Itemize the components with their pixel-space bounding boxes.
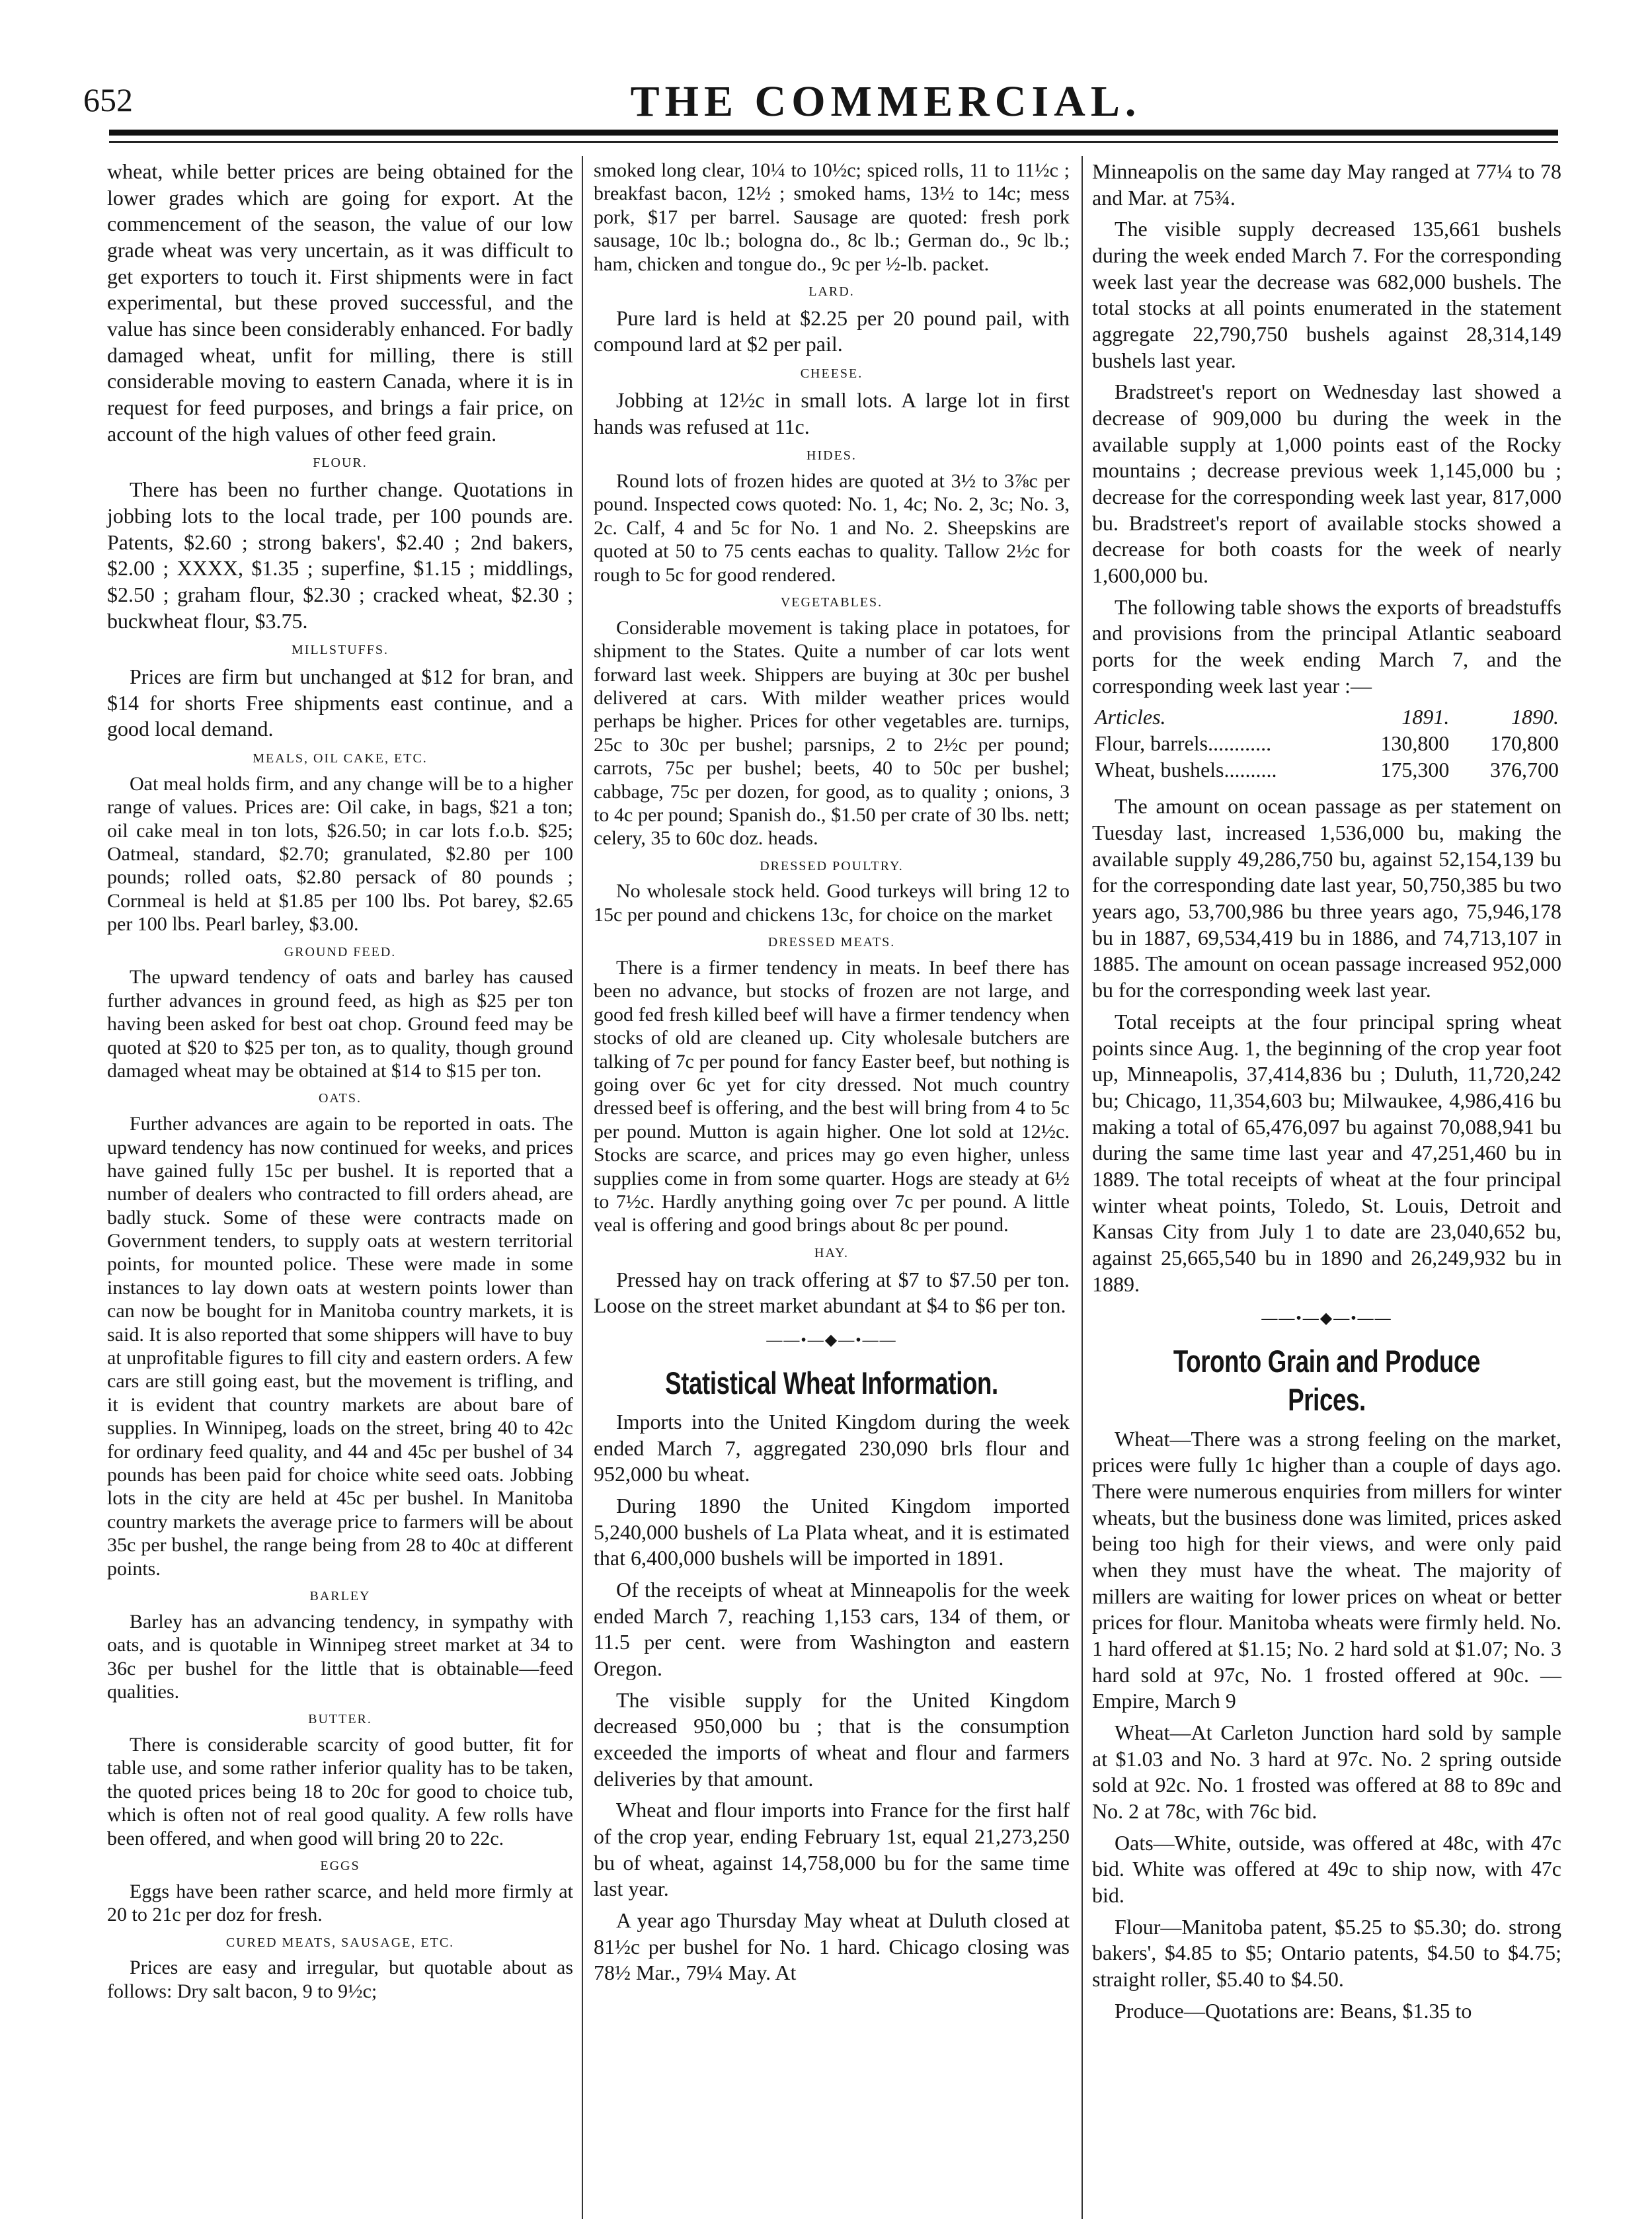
exports-table (1092, 704, 1561, 783)
section-ornament: ——•—◆—•—— (1261, 1310, 1392, 1328)
flour-heading: FLOUR. (313, 456, 368, 471)
swi-paragraph-2: During 1890 the United Kingdom imported 5,240,000 bushels of La Plata wheat, and it is estimated that 6,400,000 bushels will be imported in 1891. (594, 1493, 1070, 1570)
cured-meats-continued: smoked long clear, 10¼ to 10½c; spiced rolls, 11 to 11½c ; breakfast bacon, 12½ ; smoked hams, 13½ to 14c; mess pork, $17 per barrel. Sausage are quoted: fresh pork sausage, 10c lb.; bologna do., 8c lb.; German do., 9c lb.; ham, chicken and tongue do., 9c per ½-lb. packet. (594, 159, 1070, 275)
statistical-wheat-heading: Statistical Wheat Information. (665, 1365, 998, 1400)
bradstreet-paragraph: Bradstreet's report on Wednesday last showed a decrease of 909,000 bu during the week in the available supply at 1,000 points east of the Rocky mountains ; decrease previous week 1,145,000 bu ; decrease for the corresponding week last year, 817,000 bu. Bradstreet's report of available stocks showed a decrease for both coasts for the week of nearly 1,600,000 bu. (1092, 380, 1561, 588)
table-cell: 376,700 (1490, 757, 1559, 782)
masthead-rule-thick (109, 130, 1558, 136)
swi-continued: Minneapolis on the same day May ranged at 77¼ to 78 and Mar. at 75¾. (1092, 159, 1561, 210)
cured-meats-heading: CURED MEATS, SAUSAGE, ETC. (225, 1935, 455, 1950)
toronto-oats-paragraph: Oats—White, outside, was offered at 48c, with 47c bid. White was offered at 49c to ship now, with 47c bid. (1092, 1830, 1561, 1907)
lard-paragraph: Pure lard is held at $2.25 per 20 pound pail, with compound lard at $2 per pail. (594, 305, 1070, 356)
column-1 (107, 159, 573, 2007)
swi-paragraph-1: Imports into the United Kingdom during the week ended March 7, aggregated 230,090 brls flour and 952,000 bu wheat. (594, 1409, 1070, 1486)
table-header-1890: 1890. (1511, 705, 1559, 729)
barley-paragraph: Barley has an advancing tendency, in sympathy with oats, and is quotable in Winnipeg street market at 34 to 36c per bushel for the little that is obtainable—feed qualities. (107, 1610, 573, 1703)
column-divider-2 (1082, 156, 1083, 2219)
table-cell: 170,800 (1490, 731, 1559, 756)
poultry-heading: DRESSED POULTRY. (760, 858, 904, 873)
vegetables-heading: VEGETABLES. (780, 594, 883, 610)
cured-meats-paragraph: Prices are easy and irregular, but quotable about as follows: Dry salt bacon, 9 to 9½c; (107, 1957, 573, 2002)
flour-paragraph: There has been no further change. Quotations in jobbing lots to the local trade, per 100 pounds are. Patents, $2.60 ; strong bakers', $2.40 ; 2nd bakers, $2.00 ; XXXX, $1.35 ; superfine, $1.15 ; middlings, $2.50 ; graham flour, $2.30 ; cracked wheat, $2.30 ; buckwheat flour, $3.75. (107, 477, 573, 633)
swi-paragraph-5: Wheat and flour imports into France for the first half of the crop year, ending February 1st, equal 21,273,250 bu of wheat, against 14,758,000 bu for the same time last year. (594, 1798, 1070, 1901)
toronto-wheat-paragraph: Wheat—There was a strong feeling on the market, prices were fully 1c higher than a couple of days ago. There were numerous enquiries from millers for winter wheats, but the business done was limited, prices asked being too high for their views, and were only paid when they must have the wheat. The majority of millers are waiting for lower prices on wheat or better prices for flour. Manitoba wheats were firmly held. No. 1 hard offered at $1.15; No. 2 hard sold at $1.07; No. 3 hard sold at 97c, No. 1 frosted offered at 90c. —Empire, March 9 (1092, 1426, 1562, 1713)
carleton-wheat-paragraph: Wheat—At Carleton Junction hard sold by sample at $1.03 and No. 3 hard at 97c. No. 2 spring outside sold at 92c. No. 1 frosted was offered at 88 to 89c and No. 2 at 78c, with 76c bid. (1092, 1720, 1561, 1823)
wheat-intro-paragraph: wheat, while better prices are being obtained for the lower grades which are going for export. At the commencement of the season, the value of our low grade wheat was very uncertain, as it was difficult to get exporters to touch it. First shipments were in fact experimental, but these proved successful, and the value has since been considerably enhanced. For badly damaged wheat, unfit for milling, there is still considerable moving to eastern Canada, where it is in request for feed purposes, and brings a fair price, on account of the high values of other feed grain. (107, 159, 573, 446)
table-header-1891: 1891. (1401, 705, 1450, 729)
table-header-articles: Articles. (1095, 705, 1166, 729)
eggs-paragraph: Eggs have been rather scarce, and held more firmly at 20 to 21c per doz for fresh. (107, 1880, 573, 1926)
ground-feed-paragraph: The upward tendency of oats and barley has caused further advances in ground feed, as high as $25 per ton having been asked for best oat chop. Ground feed may be quoted at $20 to $25 per ton, as to quality, though ground damaged wheat may be obtained at $14 to $15 per ton. (107, 966, 573, 1082)
ground-feed-heading: GROUND FEED. (284, 944, 397, 959)
toronto-flour-paragraph: Flour—Manitoba patent, $5.25 to $5.30; do. strong bakers', $4.85 to $5; Ontario patents, $4.50 to $4.75; straight roller, $5.40 to $4.50. (1092, 1914, 1561, 1991)
meals-heading: MEALS, OIL CAKE, ETC. (253, 751, 428, 766)
total-receipts-paragraph: Total receipts at the four principal spring wheat points since Aug. 1, the beginning of the crop year foot up, Minneapolis, 37,414,836 bu ; Duluth, 11,720,242 bu; Chicago, 11,354,603 bu; Milwaukee, 4,986,416 bu making a total of 65,476,097 bu against 70,088,941 bu during the same time last year and 47,251,460 bu in 1889. The total receipts of wheat at the four principal winter wheat points, Toledo, St. Louis, Detroit and Kansas City from July 1 to date are 23,040,652 bu, against 25,665,540 bu in 1890 and 26,249,932 bu in 1889. (1092, 1009, 1561, 1296)
oats-heading: OATS. (318, 1091, 362, 1106)
toronto-produce-paragraph: Produce—Quotations are: Beans, $1.35 to (1115, 1998, 1472, 2023)
table-cell: 130,800 (1380, 731, 1450, 756)
swi-paragraph-3: Of the receipts of wheat at Minneapolis for the week ended March 7, reaching 1,153 cars, 134 of them, or 11.5 per cent. were from Washington and eastern Oregon. (594, 1577, 1070, 1680)
section-ornament: ——•—◆—•—— (766, 1331, 897, 1349)
toronto-prices-heading: Toronto Grain and Produce Prices. (1173, 1343, 1481, 1418)
millstuffs-paragraph: Prices are firm but unchanged at $12 for bran, and $14 for shorts Free shipments east continue, and a good local demand. (107, 665, 573, 741)
dressed-meats-paragraph: There is a firmer tendency in meats. In beef there has been no advance, but stocks of frozen are not large, and good fed fresh killed beef will have a firmer tendency when stocks of old are cleaned up. City wholesale butchers are talking of 7c per pound for fancy Easter beef, but nothing is going over 6c yet for city dressed. Not much country dressed beef is offering, and the best will bring from 4 to 5c per pound. Mutton is again higher. One lot sold at 12½c. Stocks are scarce, and prices may go even higher, unless supplies come in from some quarter. Hogs are steady at 6½ to 7½c. Hardly anything going over 7c per pound. A little veal is offering and good brings about 8c per pound. (594, 957, 1070, 1236)
table-row (1092, 731, 1561, 757)
masthead-rule-thin (109, 141, 1558, 143)
ocean-passage-paragraph: The amount on ocean passage as per statement on Tuesday last, increased 1,536,000 bu, making the available supply 49,286,750 bu, against 52,154,139 bu for the corresponding date last year, 50,750,385 bu two years ago, 53,700,986 bu three years ago, 75,946,178 bu in 1887, 69,534,419 bu in 1886, and 74,713,107 in 1885. The amount on ocean passage increased 952,000 bu for the corresponding week last year. (1092, 794, 1561, 1002)
table-cell: Wheat, bushels.......... (1095, 757, 1277, 782)
column-2 (594, 159, 1070, 1992)
column-3 (1092, 159, 1561, 2029)
barley-heading: BARLEY (309, 1588, 371, 1603)
hides-paragraph: Round lots of frozen hides are quoted at 3½ to 3⅞c per pound. Inspected cows quoted: No. 1, 4c; No. 2, 3c; No. 3, 2c. Calf, 4 and 5c for No. 1 and No. 2. Sheepskins are quoted at 50 to 75 cents eachas to quality. Tallow 2½c for rough to 5c for good rendered. (594, 470, 1070, 586)
table-cell: Flour, barrels............ (1095, 731, 1272, 756)
butter-paragraph: There is considerable scarcity of good butter, fit for table use, and some rather inferior quality has to be taken, the quoted prices being 18 to 20c for good to choice tub, which is often not of real good quality. A few rolls have been offered, and when good will bring 20 to 22c. (107, 1734, 573, 1849)
exports-table-header (1092, 704, 1561, 731)
hay-heading: HAY. (814, 1245, 849, 1260)
millstuffs-heading: MILLSTUFFS. (291, 643, 389, 658)
meals-paragraph: Oat meal holds firm, and any change will be to a higher range of values. Prices are: Oil cake, in bags, $21 a ton; oil cake meal in ton lots, $26.50; in car lots f.o.b. $25; Oatmeal, standard, $2.70; granulated, $2.80 per 100 pounds; rolled oats, $2.80 persack of 80 pounds ; Cornmeal is held at $1.85 per 100 lbs. Pot barey, $2.65 per 100 lbs. Pearl barley, $3.00. (107, 772, 573, 936)
dressed-meats-heading: DRESSED MEATS. (767, 935, 896, 950)
page-number: 652 (83, 81, 133, 118)
butter-heading: BUTTER. (308, 1712, 372, 1727)
oats-paragraph: Further advances are again to be reported in oats. The upward tendency has now continued for weeks, and prices have gained fully 15c per bushel. It is reported that a number of dealers who contracted to fill orders ahead, are badly stuck. Some of these were contracts made on Government tenders, to supply oats at western territorial points, for mounted police. These were made in some instances to lay down oats at western points lower than can now be bought for in Manitoba country markets, it is said. It is also reported that some shippers will have to buy at unprofitable figures to fill city and eastern orders. A few cars are still going east, but the movement is trifling, and it is evident that country markets are about bare of supplies. In Winnipeg, loads on the street, bring 40 to 42c for ordinary feed quality, and 44 and 45c per bushel of 34 pounds has been paid for choice white seed oats. Jobbing lots in the city are held at 45c per bushel. In Manitoba country markets the average price to farmers will be about 35c per bushel, the range being from 28 to 40c at different points. (107, 1113, 573, 1580)
table-row (1092, 757, 1561, 784)
swi-paragraph-6: A year ago Thursday May wheat at Duluth closed at 81½c per bushel for No. 1 hard. Chicago closing was 78½ Mar., 79¼ May. At (594, 1908, 1070, 1985)
exports-intro-paragraph: The following table shows the exports of breadstuffs and provisions from the principal Atlantic seaboard ports for the week ending March 7, and the corresponding week last year :— (1092, 594, 1561, 698)
table-cell: 175,300 (1380, 757, 1450, 782)
visible-supply-paragraph: The visible supply decreased 135,661 bushels during the week ended March 7. For the corresponding week last year the decrease was 682,000 bushels. The total stocks at all points enumerated in the statement aggregate 22,790,750 bushels against 28,314,149 bushels last year. (1092, 217, 1561, 372)
poultry-paragraph: No wholesale stock held. Good turkeys will bring 12 to 15c per pound and chickens 13c, for choice on the market (594, 880, 1070, 926)
hay-paragraph: Pressed hay on track offering at $7 to $7.50 per ton. Loose on the street market abundant at $4 to $6 per ton. (594, 1267, 1070, 1318)
column-divider-1 (582, 156, 583, 2219)
vegetables-paragraph: Considerable movement is taking place in potatoes, for shipment to the States. Quite a number of car lots went forward last week. Shippers are buying at 30c per bushel delivered at cars. With milder weather prices would perhaps be higher. Prices for other vegetables are. turnips, 25c to 30c per bushel; parsnips, 2 to 2½c per pound; carrots, 75c per bushel; beets, 40 to 50c per bushel; cabbage, 75c per dozen, for good, as to quality ; onions, 3 to 4c per pound; Spanish do., $1.50 per crate of 30 lbs. nett; celery, 35 to 60c doz. heads. (594, 616, 1070, 850)
cheese-heading: CHEESE. (800, 366, 863, 382)
lard-heading: LARD. (808, 284, 855, 299)
hides-heading: HIDES. (806, 448, 857, 464)
eggs-heading: EGGS (320, 1859, 360, 1874)
cheese-paragraph: Jobbing at 12½c in small lots. A large lot in first hands was refused at 11c. (594, 387, 1070, 438)
swi-paragraph-4: The visible supply for the United Kingdom decreased 950,000 bu ; that is the consumption exceeded the imports of wheat and flour and farmers deliveries by that amount. (594, 1687, 1070, 1791)
masthead-title: THE COMMERCIAL. (630, 77, 1142, 126)
